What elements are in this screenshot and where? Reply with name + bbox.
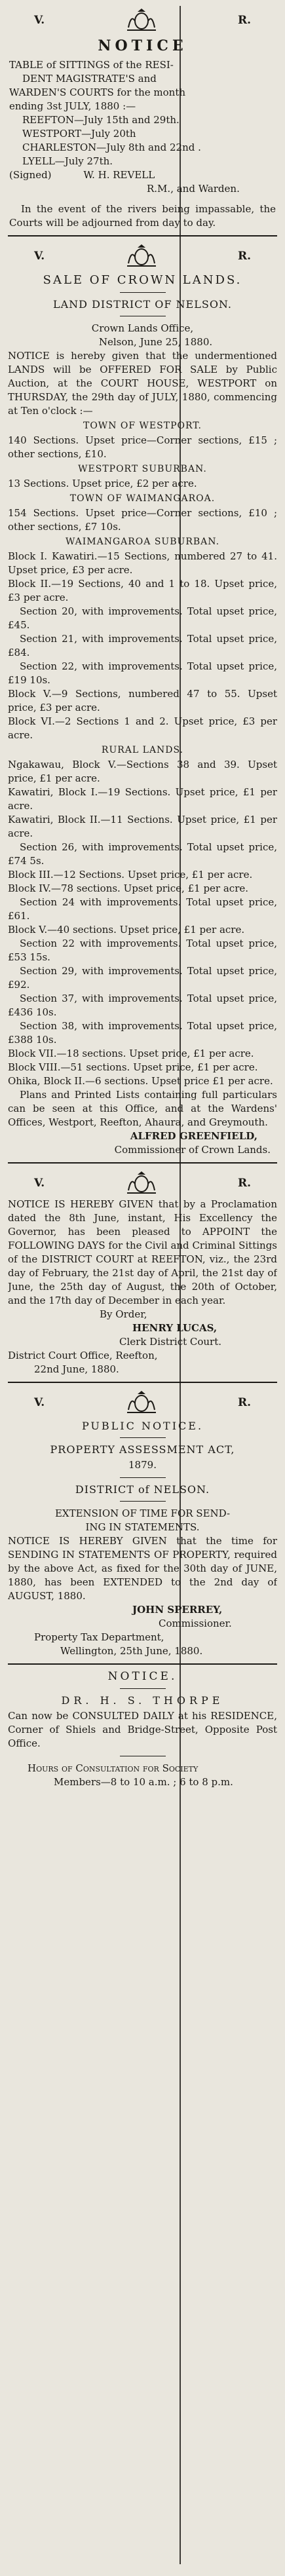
notice-footer: In the event of the rivers being impassable, the Courts will be adjourned from day to day. bbox=[9, 203, 276, 229]
signature-line bbox=[9, 168, 276, 182]
lot-text: Block III.—12 Sections. Upset price, £1 per acre. bbox=[8, 869, 253, 881]
lot-text: Section 22 with improvements. Total upset price, £53 15s. bbox=[8, 938, 277, 963]
sitting-line: LYELL—July 27th. bbox=[22, 155, 113, 167]
body-line: TABLE of SITTINGS of the RESI- bbox=[9, 59, 174, 71]
vr-header bbox=[8, 1169, 277, 1198]
divider bbox=[120, 1688, 166, 1689]
office-name: District Court Office, Reefton, bbox=[8, 1350, 158, 1361]
r-letter: R. bbox=[237, 1177, 251, 1190]
lot-text: Block I. Kawatiri.—15 Sections, numbered 27 to 41. Upset price, £3 per acre. bbox=[8, 550, 277, 576]
lot-text: Section 24 with improvements. Total upset price, £61. bbox=[8, 896, 277, 922]
doctor-name: DR. H. S. THORPE bbox=[61, 1694, 224, 1707]
suburban-list bbox=[8, 550, 277, 742]
lot-text: Section 22, with improvements. Total upset price, £19 10s. bbox=[8, 660, 277, 686]
lot-text: 154 Sections. Upset price—Corner sections, £10 ; other sections, £7 10s. bbox=[8, 507, 277, 533]
v-letter: V. bbox=[34, 250, 45, 263]
divider bbox=[120, 292, 166, 293]
lot-text: Block V.—9 Sections, numbered 47 to 55. Upset price, £3 per acre. bbox=[8, 688, 277, 713]
signer-name: W. H. REVELL bbox=[83, 169, 155, 181]
signer-title: R.M., and Warden. bbox=[147, 183, 240, 195]
section-heading: TOWN OF WESTPORT. bbox=[83, 421, 202, 431]
vr-header bbox=[8, 1388, 277, 1417]
divider bbox=[8, 1382, 277, 1383]
plans-text: Plans and Printed Lists containing full particulars can be seen at this Office, and at the Wardens' Offices, Westport, Reefton, Ahaura, and Greymouth. bbox=[8, 1089, 277, 1128]
district-title: DISTRICT of NELSON. bbox=[75, 1483, 210, 1496]
sitting-line: WESTPORT—July 20th bbox=[22, 128, 136, 140]
extension-title: EXTENSION OF TIME FOR SEND- bbox=[54, 1507, 231, 1519]
lot-text: Kawatiri, Block I.—19 Sections. Upset price, £1 per acre. bbox=[8, 786, 277, 812]
office-date: Nelson, June 25, 1880. bbox=[98, 336, 213, 348]
lot-text: Block VIII.—51 sections. Upset price, £1 per acre. bbox=[8, 1061, 258, 1073]
notice-body bbox=[8, 58, 277, 230]
signed-label: (Signed) bbox=[9, 169, 52, 181]
signer-name: JOHN SPERREY, bbox=[132, 1604, 223, 1616]
section-heading: WAIMANGAROA SUBURBAN. bbox=[65, 537, 220, 547]
v-letter: V. bbox=[34, 1177, 45, 1190]
signer-title: Commissioner of Crown Lands. bbox=[114, 1144, 271, 1156]
signer-title: Clerk District Court. bbox=[119, 1336, 222, 1348]
notice-crown-lands bbox=[8, 242, 277, 1164]
section-heading: RURAL LANDS. bbox=[101, 745, 184, 755]
divider bbox=[120, 1437, 166, 1438]
lot-text: Section 37, with improvements. Total upset price, £436 10s. bbox=[8, 993, 277, 1018]
public-notice-title: PUBLIC NOTICE. bbox=[81, 1420, 204, 1432]
lot-text: Ngakawau, Block V.—Sections 38 and 39. Upset price, £1 per acre. bbox=[8, 759, 277, 784]
notice-body: NOTICE IS HEREBY GIVEN that the time for SENDING IN STATEMENTS OF PROPERTY, required by the above Act, as fixed for the 30th day of JUNE, 1880, has been EXTENDED to the 2nd day of AUGUST, 1880. bbox=[8, 1535, 277, 1602]
lot-text: Block IV.—78 sections. Upset price, £1 per acre. bbox=[8, 882, 249, 894]
sitting-line: REEFTON—July 15th and 29th. bbox=[22, 114, 180, 126]
r-letter: R. bbox=[237, 1396, 251, 1409]
notice-body: Can now be CONSULTED DAILY at his RESIDENCE, Corner of Shiels and Bridge-Street, Opposite Post Office. bbox=[8, 1710, 277, 1749]
r-letter: R. bbox=[237, 14, 251, 27]
land-district: LAND DISTRICT OF NELSON. bbox=[53, 298, 232, 311]
newspaper-column bbox=[8, 6, 277, 2564]
r-letter: R. bbox=[237, 250, 251, 263]
lot-text: 140 Sections. Upset price—Corner sections, £15 ; other sections, £10. bbox=[8, 434, 277, 460]
signer-name: HENRY LUCAS, bbox=[132, 1322, 218, 1334]
lot-text: Section 26, with improvements. Total upset price, £74 5s. bbox=[8, 841, 277, 867]
lot-text: Kawatiri, Block II.—11 Sections. Upset price, £1 per acre. bbox=[8, 814, 277, 839]
notice-district-court bbox=[8, 1169, 277, 1383]
rural-list bbox=[8, 758, 277, 1088]
notice-dr-thorpe bbox=[8, 1670, 277, 1789]
office-date: 22nd June, 1880. bbox=[34, 1363, 119, 1375]
by-order: By Order, bbox=[100, 1308, 147, 1320]
royal-crest-icon bbox=[122, 7, 161, 33]
v-letter: V. bbox=[34, 14, 45, 27]
notice-title: NOTICE. bbox=[107, 1670, 178, 1683]
office-name: Property Tax Department, bbox=[34, 1631, 164, 1643]
extension-title: ING IN STATEMENTS. bbox=[85, 1521, 200, 1533]
hours-text: Members—8 to 10 a.m. ; 6 to 8 p.m. bbox=[54, 1776, 233, 1788]
royal-crest-icon bbox=[122, 1390, 161, 1416]
notice-property-assessment bbox=[8, 1388, 277, 1665]
royal-crest-icon bbox=[122, 1170, 161, 1196]
sitting-line: CHARLESTON—July 8th and 22nd . bbox=[22, 142, 201, 153]
lot-text: Block V.—40 sections. Upset price, £1 per acre. bbox=[8, 924, 245, 936]
lot-text: Section 29, with improvements. Total upset price, £92. bbox=[8, 965, 277, 991]
hours-title: Hours of Consultation for Society bbox=[28, 1762, 199, 1774]
lot-text: Section 38, with improvements. Total upset price, £388 10s. bbox=[8, 1020, 277, 1046]
divider bbox=[8, 1162, 277, 1164]
lot-text: Ohika, Block II.—6 sections. Upset price £1 per acre. bbox=[8, 1075, 273, 1087]
lot-text: Block VI.—2 Sections 1 and 2. Upset price, £3 per acre. bbox=[8, 715, 277, 741]
divider bbox=[8, 1663, 277, 1665]
notice-court-sittings bbox=[8, 6, 277, 237]
vr-header bbox=[8, 242, 277, 271]
signer-name: ALFRED GREENFIELD, bbox=[130, 1130, 257, 1142]
section-heading: WESTPORT SUBURBAN. bbox=[78, 464, 207, 474]
lot-text: Section 21, with improvements. Total upset price, £84. bbox=[8, 633, 277, 658]
body-line: DENT MAGISTRATE'S and bbox=[22, 73, 157, 85]
lot-text: Block VII.—18 sections. Upset price, £1 per acre. bbox=[8, 1048, 254, 1059]
body-line: WARDEN'S COURTS for the month bbox=[9, 86, 186, 98]
signer-title: Commissioner. bbox=[159, 1618, 232, 1629]
office-name: Crown Lands Office, bbox=[91, 322, 194, 334]
divider bbox=[120, 1477, 166, 1478]
office-date: Wellington, 25th June, 1880. bbox=[60, 1645, 203, 1657]
act-title: PROPERTY ASSESSMENT ACT, bbox=[50, 1443, 235, 1456]
section-heading: TOWN OF WAIMANGAROA. bbox=[69, 493, 216, 504]
divider bbox=[120, 1501, 166, 1502]
vr-header bbox=[8, 6, 277, 35]
divider bbox=[8, 235, 277, 237]
act-year: 1879. bbox=[128, 1459, 157, 1471]
body-line: ending 3st JULY, 1880 :— bbox=[9, 100, 136, 112]
v-letter: V. bbox=[34, 1396, 45, 1409]
lot-text: Section 20, with improvements. Total upset price, £45. bbox=[8, 605, 277, 631]
lot-text: Block II.—19 Sections, 40 and 1 to 18. Upset price, £3 per acre. bbox=[8, 578, 277, 603]
notice-title: NOTICE bbox=[98, 37, 187, 54]
sale-intro: NOTICE is hereby given that the undermentioned LANDS will be OFFERED FOR SALE by Public Auction, at the COURT HOUSE, WESTPORT on THURSDAY, the 29th day of JULY, 1880, commencing at Ten o'clock :— bbox=[8, 350, 277, 417]
sale-title: SALE OF CROWN LANDS. bbox=[43, 273, 242, 287]
royal-crest-icon bbox=[122, 243, 161, 269]
lot-text: 13 Sections. Upset price, £2 per acre. bbox=[8, 478, 197, 489]
notice-body: NOTICE IS HEREBY GIVEN that by a Proclamation dated the 8th June, instant, His Excellency the Governor, has been pleased to APPOINT the FOLLOWING DAYS for the Civil and Criminal Sittings of the DISTRICT COURT at REEFTON, viz., the 23rd day of February, the 21st day of April, the 21st day of June, the 25th day of August, the 20th of October, and the 17th day of December in each year. bbox=[8, 1198, 277, 1306]
